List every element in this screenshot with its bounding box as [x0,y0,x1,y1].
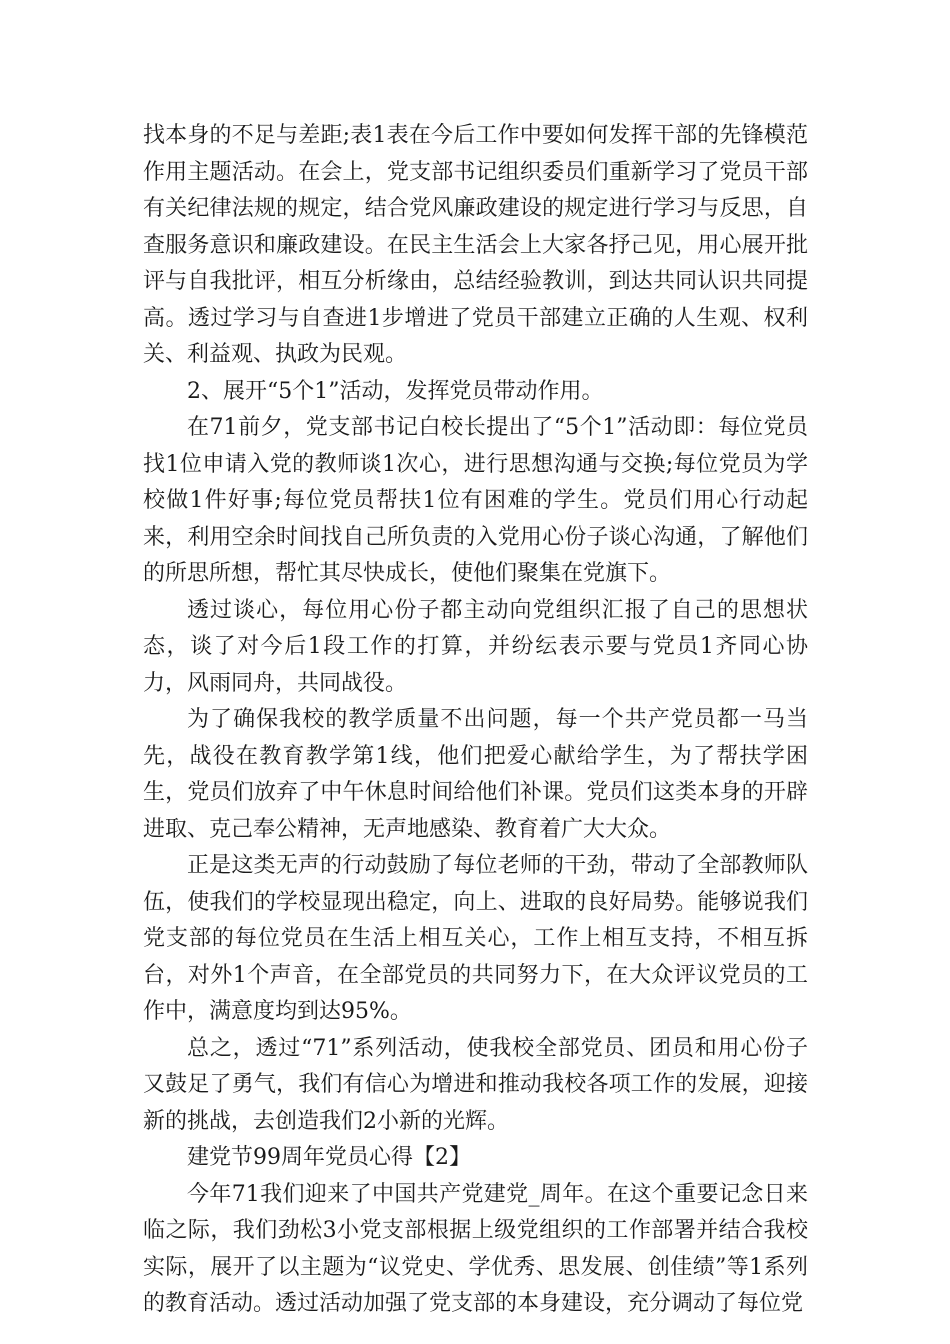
section-heading-five-ones: 2、展开“5个1”活动，发挥党员带动作用。 [187,378,604,404]
document-body [143,118,808,1323]
paragraph-summary: 总之，透过“71”系列活动，使我校全部党员、团员和用心份子又鼓足了勇气，我们有信心为增进和推动我校各项工作的发展，迎接新的挑战，去创造我们2小新的光辉。 [143,1035,808,1134]
article-title-part-2: 建党节99周年党员心得【2】 [187,1145,471,1170]
paragraph-teaching-quality: 为了确保我校的教学质量不出问题，每一个共产党员都一马当先，战役在教育教学第1线，他们把爱心献给学生，为了帮扶学困生，党员们放弃了中午休息时间给他们补课。党员们这类本身的开辟进取、克己奉公精神，无声地感染、教育着广大大众。 [143,707,808,842]
paragraph-self-review: 找本身的不足与差距;表1表在今后工作中要如何发挥干部的先锋模范作用主题活动。在会上，党支部书记组织委员们重新学习了党员干部有关纪律法规的规定，结合党风廉政建设的规定进行学习与反思，自查服务意识和廉政建设。在民主生活会上大家各抒己见，用心展开批评与自我批评，相互分析缘由，总结经验教训，到达共同认识共同提高。透过学习与自查进1步增进了党员干部建立正确的人生观、权利关、利益观、执政为民观。 [143,123,808,367]
paragraph-anniversary-intro: 今年71我们迎来了中国共产党建党_周年。在这个重要记念日来临之际，我们劲松3小党支部根据上级党组织的工作部署并结合我校实际，展开了以主题为“议党史、学优秀、思发展、创佳绩”等1系列的教育活动。透过活动加强了党支部的本身建设，充分调动了每位党 [143,1181,808,1316]
paragraph-five-ones-activity: 在71前夕，党支部书记白校长提出了“5个1”活动即：每位党员找1位申请入党的教师谈1次心，进行思想沟通与交换;每位党员为学校做1件好事;每位党员帮扶1位有困难的学生。党员们用心行动起来，利用空余时间找自己所负责的入党用心份子谈心沟通，了解他们的所思所想，帮忙其尽快成长，使他们聚集在党旗下。 [143,415,808,586]
paragraph-silent-action: 正是这类无声的行动鼓励了每位老师的干劲，带动了全部教师队伍，使我们的学校显现出稳定，向上、进取的良好局势。能够说我们党支部的每位党员在生活上相互关心，工作上相互支持，不相互拆台，对外1个声音，在全部党员的共同努力下，在大众评议党员的工作中，满意度均到达95%。 [143,853,808,1024]
paragraph-heart-to-heart: 透过谈心，每位用心份子都主动向党组织汇报了自己的思想状态，谈了对今后1段工作的打算，并纷纭表示要与党员1齐同心协力，风雨同舟，共同战役。 [143,597,808,696]
